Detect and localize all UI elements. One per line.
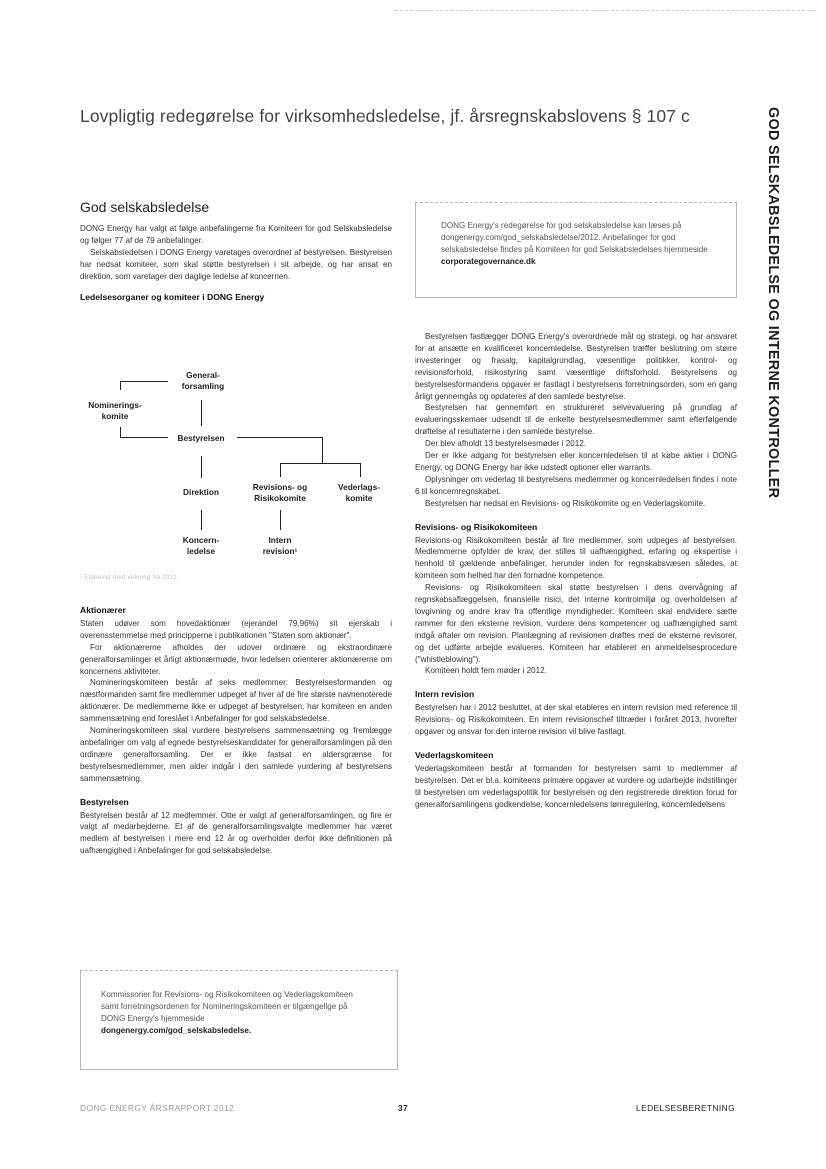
org-chart-heading: Ledelsesorganer og komiteer i DONG Energy (80, 291, 265, 302)
org-node-revisionskomite: Revisions- og Risikokomite (252, 482, 308, 503)
org-node-direktion: Direktion (183, 487, 219, 497)
revision-paragraph-2: Revisions- og Risikokomiteen skal støtte bestyrelsen i dens overvågning af regnskabsaflæggelsen, finansielle risici, det interne kontrolmiljø og overholdelsen af lovgivning og andre krav fra offentlige myndigheder. Komiteen skal endvidere sætte rammer for den eksterne revision, vurdere dens kompetencer og uafhængighed samt indgå aftaler om revision. Planlægning af revisionen drøftes med de eksterne revisorer, og det udførte arbejde evalueres. Komiteen har etableret en anmeldelsesprocedure ("whistleblowing"). (415, 583, 737, 664)
org-line (280, 510, 281, 530)
revision-paragraph-1: Revisions-og Risikokomiteen består af fire medlemmer, som udpeges af bestyrelsen. Medlemmerne opfylder de krav, der stilles til uafhængighed, erfaring og ekspertise i henhold til gældende anbefalinger, herunder inden for regnskabsvæsen således, at komiteen som helhed har den fornødne kompetence. (415, 535, 737, 581)
intern-revision-paragraph-1: Bestyrelsen har i 2012 besluttet, at der skal etableres en intern revision med reference til Revisions- og Risikokomiteen. En intern revisionschef tiltræder i foråret 2013, hvorefter opgaver og ansvar for den interne revision vil blive fastlagt. (415, 703, 737, 737)
footer-report-name: DONG ENERGY ÅRSRAPPORT 2012 (80, 1103, 235, 1113)
footer-section-name: LEDELSESBERETNING (636, 1103, 735, 1113)
org-chart (80, 355, 410, 585)
heading-bestyrelsen: Bestyrelsen (80, 796, 129, 807)
org-line (322, 437, 323, 463)
org-line (237, 437, 322, 438)
org-line (201, 400, 202, 426)
bestyrelse-paragraph-1: Bestyrelsen fastlægger DONG Energy's overordnede mål og strategi, og har ansvaret for at ansætte en kvalificeret koncernledelse. Bestyrelsen træffer beslutning om større investeringer og frasalg, kapitalgrundlag, væsentlige politikker, kontrol- og revisionsforhold, risikostyring samt væsentlige driftsforhold. Bestyrelsens og bestyrelsesformandens opgaver er fastlagt i bestyrelsens forretningsorden, som en gang årligt gennemgås og opdateres af den samlede bestyrelse. (415, 332, 737, 401)
intro-paragraph-2: Selskabsledelsen i DONG Energy varetages overordnet af bestyrelsen. Bestyrelsen har nedsat komiteer, som skal støtte bestyrelsen i sit arbejde, og har ansat en direktion, som varetager den daglige ledelse af koncernen. (80, 247, 392, 281)
aktionaerer-paragraph-2: For aktionærerne afholdes der udover ordinære og ekstraordinære generalforsamlinger et årligt aktionærmøde, hvor ledelsen orienterer aktionærerne om koncernens aktiviteter. (80, 642, 392, 676)
aktionaerer-paragraph-4: Nomineringskomiteen skal vurdere bestyrelsens sammensætning og fremlægge anbefalinger om valg af egnede bestyrelseskandidater for generalforsamlingen på den ordinære generalforsamling. Der er ikke fastsat en aldersgrænse for bestyrelsesmedlemmer, men alder indgår i den samlede vurdering af bestyrelsens sammensætning. (80, 726, 392, 783)
heading-vederlagskomiteen: Vederlagskomiteen (415, 750, 494, 760)
info-box-kommissorier (80, 970, 398, 1070)
aktionaerer-paragraph-3: Nomineringskomiteen består af seks medlemmer: Bestyrelsesformanden og næstformanden samt fire medlemmer udpeget af hver af de fire største navnenoterede aktionærer. De medlemmerne ikke er udpeget af bestyrelsen, har komiteen en anden sammensætning end foreslået i Anbefalinger for god selskabsledelse. (80, 678, 392, 724)
org-line (120, 381, 121, 390)
bestyrelsen-paragraph-1: Bestyrelsen består af 12 medlemmer. Otte er valgt af generalforsamlingen, og fire er valgt af medarbejderne. Et af de generalforsamlingsvalgte medlemmer har været medlem af bestyrelsen i mere end 12 år og overholder derfor ikke definitionen på uafhængighed i Anbefalinger for god selskabsledelse. (80, 810, 392, 856)
org-node-generalforsamling: General- forsamling (181, 370, 225, 391)
bestyrelse-paragraph-2: Bestyrelsen har gennemført en struktureret selvevaluering på grundlag af evalueringsskemaer udsendt til de enkelte bestyrelsesmedlemmer samt efterfølgende drøftelse af resultaterne i den samlede bestyrelse. (415, 403, 737, 437)
bestyrelse-paragraph-4: Der er ikke adgang for bestyrelsen eller koncernledelsen til at købe aktier i DONG Energy, og DONG Energy har ikke udstedt optioner eller warrants. (415, 451, 737, 472)
heading-aktionaerer: Aktionærer (80, 605, 126, 615)
org-line (120, 437, 168, 438)
link-corporategovernance[interactable]: corporategovernance.dk (441, 257, 536, 266)
right-body-text (415, 331, 737, 811)
heading-revisions-og-risikokomiteen: Revisions- og Risikokomiteen (415, 521, 538, 532)
info-box-kommissorier-text: Kommissorier for Revisions- og Risikokomiteen og Vederlagskomiteen samt forretningsordenen for Nomineringskomiteen er tilgængelige på DONG Energy's hjemmeside (101, 990, 353, 1023)
org-line (360, 463, 361, 477)
revision-paragraph-3: Komiteen holdt fem møder i 2012. (425, 666, 547, 676)
org-node-nomineringskomite: Nominerings- komite (88, 400, 142, 421)
org-node-intern-revision: Intern revision¹ (262, 535, 298, 556)
org-line (120, 381, 168, 382)
vederlag-paragraph-1: Vederlagskomiteen består af formanden for bestyrelsen samt to medlemmer af bestyrelsen. Det er bl.a. komiteens primære opgaver at vurdere og udarbejde indstillinger til bestyrelsen om vederlagspolitik for bestyrelsen og den registrerede direktion forud for generalforsamlingens godkendelse, koncernledelsens lønregulering, koncernledelsens (415, 763, 737, 809)
org-line (201, 510, 202, 530)
org-chart-caption: ¹ Etableret med virkning fra 2013 (80, 575, 177, 581)
org-node-koncernledelse: Koncern- ledelse (182, 535, 220, 556)
org-line (280, 463, 281, 477)
top-dashed-rule (395, 10, 815, 11)
org-line (280, 463, 360, 464)
heading-intern-revision: Intern revision (415, 689, 475, 700)
bestyrelse-paragraph-6: Bestyrelsen har nedsat en Revisions- og Risikokomite og en Vederlagskomite. (425, 498, 706, 508)
info-box-redegoerelse-text: DONG Energy's redegørelse for god selskabsledelse kan læses på dongenergy.com/god_selskabsledelse/2012. Anbefalinger for god selskabsledelse findes på Komiteen for god Selskabsledelses hjemmeside (441, 221, 708, 254)
bestyrelse-paragraph-3: Der blev afholdt 13 bestyrelsesmøder i 2012. (425, 439, 587, 449)
bestyrelse-paragraph-5: Oplysninger om vederlag til bestyrelsens medlemmer og koncernledelsen findes i note 6 til koncernregnskabet. (415, 474, 737, 496)
side-section-title: GOD SELSKABSLEDELSE OG INTERNE KONTROLLER (765, 107, 781, 499)
info-box-redegoerelse (415, 202, 737, 298)
intro-text (80, 223, 392, 304)
page-title: Lovpligtig redegørelse for virksomhedsledelse, jf. årsregnskabslovens § 107 c (80, 106, 690, 126)
intro-paragraph-1: DONG Energy har valgt at følge anbefalingerne fra Komiteen for god Selskabsledelse og følger 77 af de 79 anbefalinger. (80, 224, 392, 245)
org-line (120, 427, 121, 437)
org-node-vederlagskomite: Vederlags- komite (338, 482, 380, 503)
org-node-bestyrelsen: Bestyrelsen (177, 433, 225, 443)
aktionaerer-paragraph-1: Staten udøver som hovedaktionær (ejerandel 79,96%) sit ejerskab i overensstemmelse med principperne i publikationen "Staten som aktionær". (80, 618, 392, 640)
org-line (201, 456, 202, 478)
section-heading-god-selskabsledelse: God selskabsledelse (80, 199, 210, 215)
footer-page-number: 37 (398, 1103, 409, 1113)
link-dongenergy-god-selskabsledelse[interactable]: dongenergy.com/god_selskabsledelse. (101, 1026, 252, 1035)
left-body-text (80, 605, 392, 857)
